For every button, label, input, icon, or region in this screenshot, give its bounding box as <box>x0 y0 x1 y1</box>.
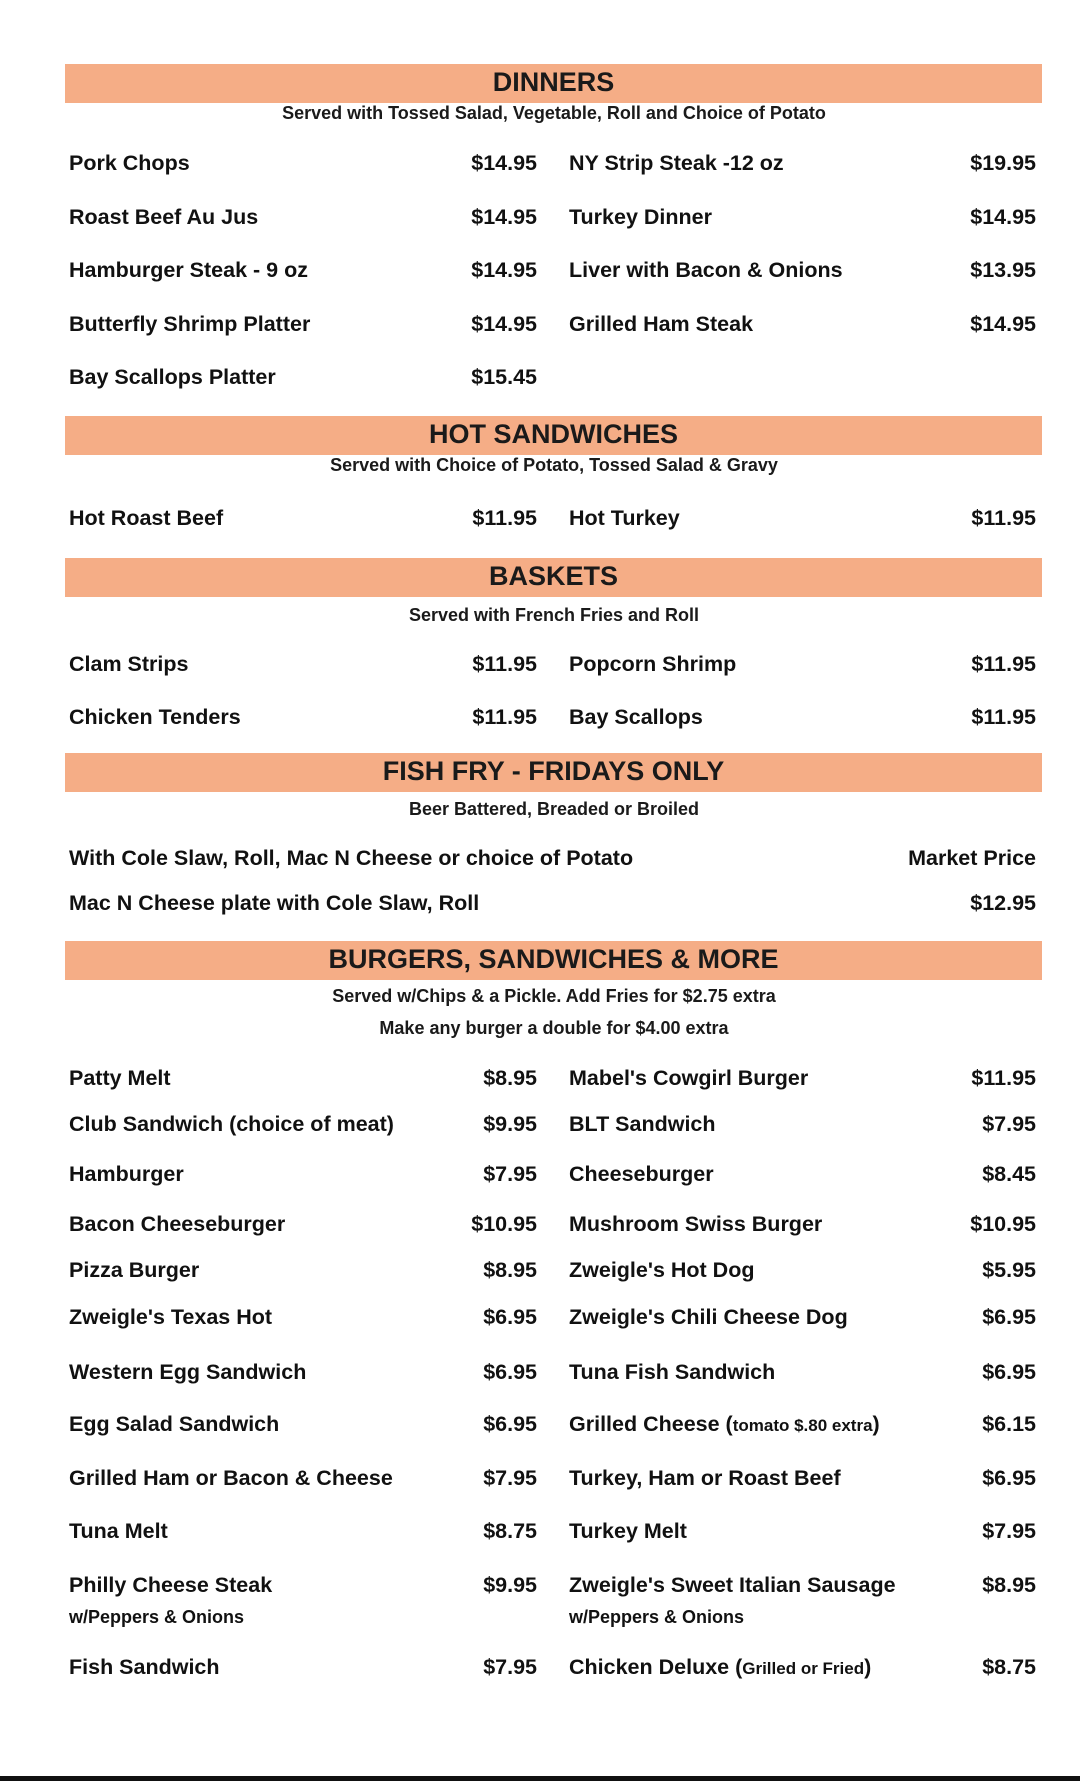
section-header-hot-sandwiches: HOT SANDWICHES <box>65 416 1042 455</box>
section-subtitle-burgers: Served w/Chips & a Pickle. Add Fries for $2.75 extra <box>332 986 776 1006</box>
menu-item-name: Zweigle's Chili Cheese Dog <box>569 1305 848 1329</box>
menu-item-name: Hot Roast Beef <box>69 506 224 530</box>
menu-item-price: $8.75 <box>483 1519 537 1543</box>
menu-item-name <box>569 1412 880 1437</box>
menu-item-price: $15.45 <box>471 365 537 389</box>
menu-item-price: $11.95 <box>971 506 1036 530</box>
menu-item-price: $10.95 <box>970 1212 1036 1236</box>
menu-item-name: Grilled Ham or Bacon & Cheese <box>69 1466 393 1490</box>
menu-item-name: Butterfly Shrimp Platter <box>69 312 311 336</box>
menu-item-name: Egg Salad Sandwich <box>69 1412 280 1436</box>
menu-item-note: tomato $.80 extra <box>732 1416 873 1435</box>
menu-item-name: Grilled Ham Steak <box>569 312 754 336</box>
menu-item-name: Popcorn Shrimp <box>569 652 737 676</box>
menu-item-price: $11.95 <box>472 705 537 729</box>
section-header-burgers: BURGERS, SANDWICHES & MORE <box>65 941 1042 980</box>
menu-item-name-text: Chicken Deluxe ( <box>569 1655 743 1679</box>
menu-item-price: $14.95 <box>970 312 1036 336</box>
menu-item-price: $6.95 <box>982 1360 1036 1384</box>
menu-item-name: BLT Sandwich <box>569 1112 716 1136</box>
menu-item-name: Clam Strips <box>69 652 189 676</box>
menu-item-price: $8.95 <box>483 1258 537 1282</box>
menu-item-name: Roast Beef Au Jus <box>69 205 259 229</box>
menu-item-name: Cheeseburger <box>569 1162 714 1186</box>
menu-item-price: $14.95 <box>471 205 537 229</box>
section-subtitle-fish-fry: Beer Battered, Breaded or Broiled <box>408 799 700 819</box>
menu-item-price: $12.95 <box>970 891 1036 915</box>
menu-item-name: Philly Cheese Steak <box>69 1573 273 1597</box>
menu-item-name: Hamburger <box>69 1162 184 1186</box>
menu-item-name: Pizza Burger <box>69 1258 200 1282</box>
section-subtitle-hot-sandwiches: Served with Choice of Potato, Tossed Salad & Gravy <box>330 455 778 475</box>
menu-item-price: $6.95 <box>483 1360 537 1384</box>
menu-item-price: $13.95 <box>970 258 1036 282</box>
menu-item-name-close: ) <box>872 1412 880 1436</box>
menu-item-price: Market Price <box>908 846 1036 870</box>
menu-item-name: Hot Turkey <box>569 506 680 530</box>
section-subtitle-dinners: Served with Tossed Salad, Vegetable, Roll and Choice of Potato <box>282 103 826 123</box>
menu-item-price: $6.15 <box>982 1412 1036 1436</box>
menu-item-price: $6.95 <box>483 1412 537 1436</box>
menu-item-name: Bacon Cheeseburger <box>69 1212 286 1236</box>
menu-item-name: Fish Sandwich <box>69 1655 220 1679</box>
menu-item-price: $14.95 <box>471 312 537 336</box>
menu-item-name: Zweigle's Sweet Italian Sausage <box>569 1573 896 1597</box>
menu-item-name: Patty Melt <box>69 1066 171 1090</box>
menu-item-price: $7.95 <box>483 1655 537 1679</box>
menu-item-name <box>569 1655 871 1680</box>
menu-item-price: $11.95 <box>472 652 537 676</box>
bottom-border <box>0 1776 1080 1781</box>
menu-item-price: $11.95 <box>472 506 537 530</box>
menu-item-name: Bay Scallops <box>569 705 703 729</box>
menu-item-name: Bay Scallops Platter <box>69 365 276 389</box>
menu-item-price: $11.95 <box>971 1066 1036 1090</box>
menu-item-name-text: Grilled Cheese ( <box>569 1412 733 1436</box>
menu-item-price: $8.75 <box>982 1655 1036 1679</box>
menu-item-price: $14.95 <box>471 151 537 175</box>
menu-item-price: $7.95 <box>483 1162 537 1186</box>
menu-item-name: Turkey Dinner <box>569 205 712 229</box>
menu-item-name: Turkey, Ham or Roast Beef <box>569 1466 841 1490</box>
menu-item-name: Zweigle's Texas Hot <box>69 1305 273 1329</box>
menu-item-price: $6.95 <box>982 1466 1036 1490</box>
menu-item-price: $7.95 <box>483 1466 537 1490</box>
menu-item-desc: w/Peppers & Onions <box>569 1607 745 1627</box>
menu-item-price: $7.95 <box>982 1112 1036 1136</box>
menu-item-name: With Cole Slaw, Roll, Mac N Cheese or choice of Potato <box>69 846 634 870</box>
menu-item-desc: w/Peppers & Onions <box>69 1607 245 1627</box>
menu-item-name: NY Strip Steak -12 oz <box>569 151 784 175</box>
menu-item-price: $19.95 <box>970 151 1036 175</box>
menu-item-price: $9.95 <box>483 1573 537 1597</box>
section-subtitle-baskets: Served with French Fries and Roll <box>408 605 700 625</box>
menu-item-name: Club Sandwich (choice of meat) <box>69 1112 394 1136</box>
menu-item-price: $8.95 <box>982 1573 1036 1597</box>
section-subtitle-burgers-2: Make any burger a double for $4.00 extra <box>379 1018 729 1038</box>
menu-item-price: $5.95 <box>982 1258 1036 1282</box>
section-header-dinners: DINNERS <box>65 64 1042 103</box>
menu-item-price: $14.95 <box>970 205 1036 229</box>
menu-item-price: $7.95 <box>982 1519 1036 1543</box>
menu-item-price: $11.95 <box>971 652 1036 676</box>
menu-item-price: $6.95 <box>483 1305 537 1329</box>
menu-item-name: Tuna Melt <box>69 1519 168 1543</box>
menu-item-name: Mac N Cheese plate with Cole Slaw, Roll <box>69 891 480 915</box>
menu-item-name: Liver with Bacon & Onions <box>569 258 843 282</box>
menu-item-name: Western Egg Sandwich <box>69 1360 307 1384</box>
menu-item-name-close: ) <box>864 1655 872 1679</box>
menu-item-price: $6.95 <box>982 1305 1036 1329</box>
menu-item-name: Tuna Fish Sandwich <box>569 1360 776 1384</box>
menu-item-name: Mushroom Swiss Burger <box>569 1212 823 1236</box>
menu-item-price: $8.45 <box>982 1162 1036 1186</box>
menu-item-price: $8.95 <box>483 1066 537 1090</box>
menu-item-price: $10.95 <box>471 1212 537 1236</box>
menu-item-name: Pork Chops <box>69 151 190 175</box>
menu-item-name: Hamburger Steak - 9 oz <box>69 258 308 282</box>
menu-item-price: $14.95 <box>471 258 537 282</box>
menu-item-name: Mabel's Cowgirl Burger <box>569 1066 809 1090</box>
menu-item-price: $11.95 <box>971 705 1036 729</box>
menu-item-name: Zweigle's Hot Dog <box>569 1258 755 1282</box>
section-header-baskets: BASKETS <box>65 558 1042 597</box>
menu-item-note: Grilled or Fried <box>742 1659 865 1678</box>
menu-item-name: Chicken Tenders <box>69 705 241 729</box>
menu-item-name: Turkey Melt <box>569 1519 687 1543</box>
section-header-fish-fry: FISH FRY - FRIDAYS ONLY <box>65 753 1042 792</box>
menu-item-price: $9.95 <box>483 1112 537 1136</box>
